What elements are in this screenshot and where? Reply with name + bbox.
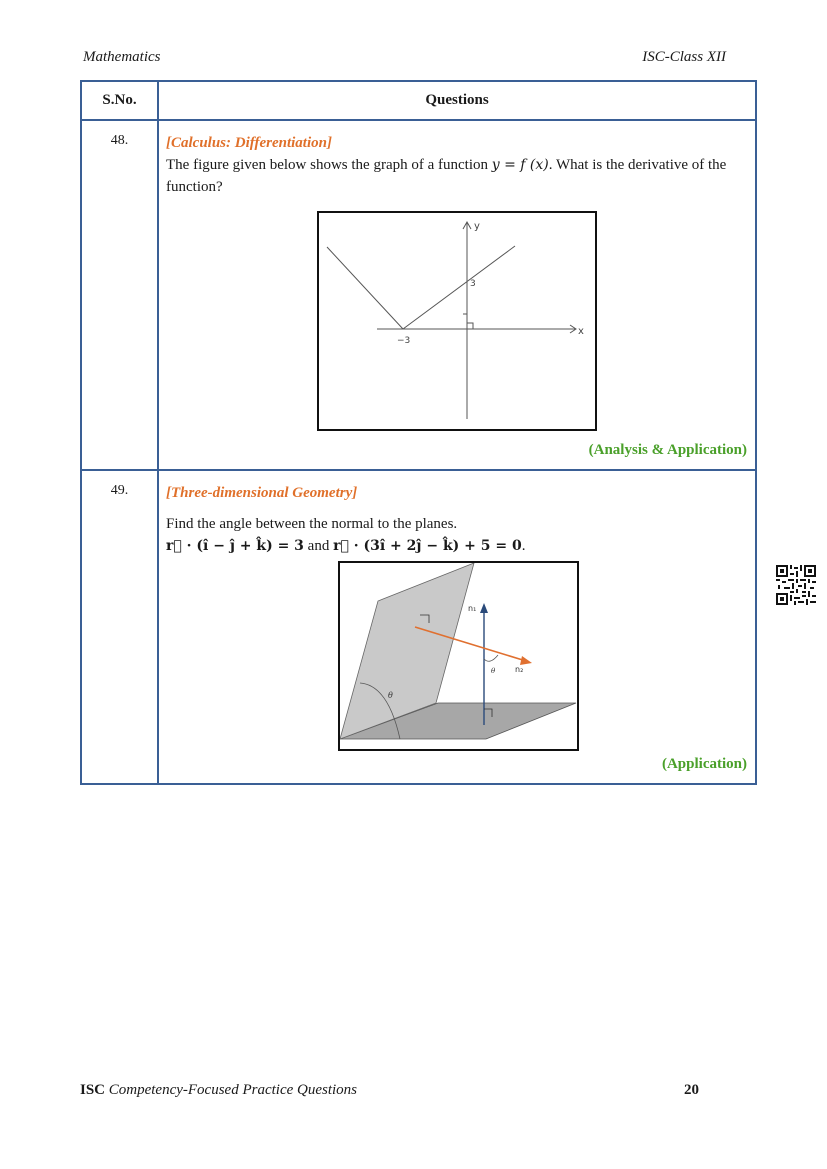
- label-n2: n₂: [515, 665, 524, 674]
- graph-right-branch: [403, 246, 515, 329]
- qr-code-icon[interactable]: [776, 565, 816, 605]
- cognitive-tag: (Analysis & Application): [588, 442, 747, 458]
- plane-equation-1: r⃗ · (î − ĵ + k̂) = 3: [166, 538, 304, 554]
- normal-angle-label: θ: [491, 667, 496, 675]
- label-neg3: −3: [397, 336, 411, 346]
- question-text: The figure given below shows the graph of a function y = f (x). What is the derivative of the function?: [166, 157, 727, 195]
- label-3: 3: [470, 279, 476, 289]
- footer-subtitle: Competency-Focused Practice Questions: [108, 1082, 358, 1098]
- function-graph-figure: [317, 211, 597, 431]
- questions-header: Questions: [158, 81, 756, 120]
- dihedral-angle-label: θ: [388, 691, 393, 700]
- header-class: ISC-Class XII: [642, 49, 726, 65]
- x-axis-label: x: [578, 326, 584, 337]
- plane-equation-2: r⃗ · (3î + 2ĵ − k̂) + 5 = 0: [333, 538, 522, 554]
- questions-table: [80, 80, 757, 785]
- page-number: 20: [684, 1082, 699, 1098]
- footer-title: [80, 1082, 357, 1099]
- normal-n1-arrowhead: [480, 603, 488, 613]
- question-text: Find the angle between the normal to the planes.: [166, 516, 458, 532]
- footer-brand: ISC: [80, 1082, 106, 1098]
- question-topic: [Calculus: Differentiation]: [166, 135, 332, 151]
- table-header-row: [81, 81, 756, 120]
- question-topic: [Three-dimensional Geometry]: [166, 485, 358, 501]
- question-cell: [158, 120, 756, 470]
- question-cell: [158, 470, 756, 784]
- graph-left-branch: [327, 247, 403, 329]
- plane-equations: r⃗ · (î − ĵ + k̂) = 3 and r⃗ · (3î + 2ĵ − k̂) + 5 = 0.: [166, 538, 526, 554]
- sno-header: S.No.: [81, 81, 158, 120]
- y-axis-label: y: [474, 221, 480, 232]
- header-subject: Mathematics: [83, 49, 161, 65]
- planes-figure: [338, 561, 579, 751]
- question-number: 48.: [81, 120, 158, 470]
- right-angle-mark: [467, 323, 473, 329]
- function-expression: y = f (x): [491, 157, 549, 173]
- cognitive-tag: (Application): [661, 756, 747, 772]
- table-row: [81, 470, 756, 784]
- normal-n2-arrowhead: [520, 656, 532, 665]
- question-number: 49.: [81, 470, 158, 784]
- label-n1: n₁: [468, 604, 477, 613]
- normal-angle-arc: [484, 655, 498, 661]
- table-row: [81, 120, 756, 470]
